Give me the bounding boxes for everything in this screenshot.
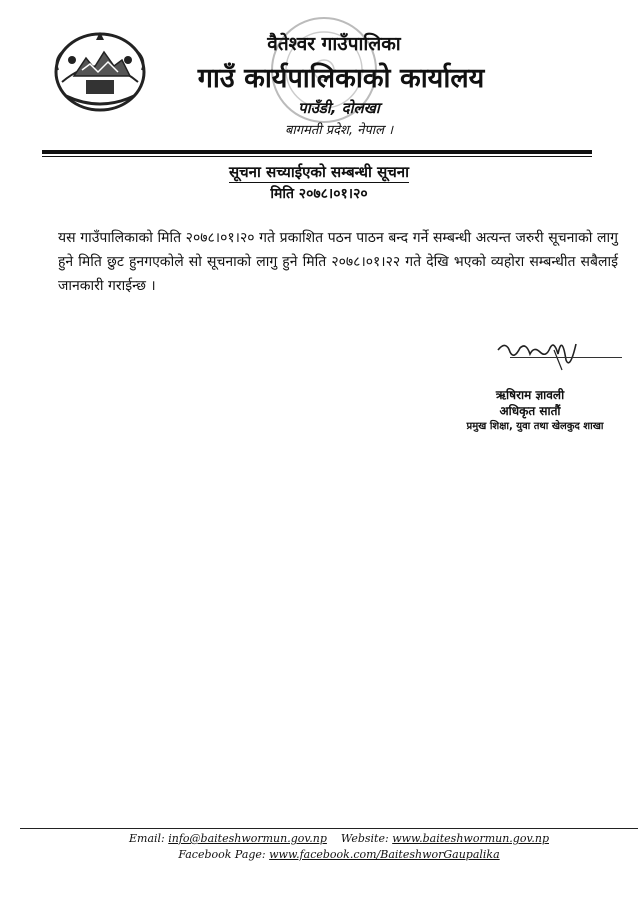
footer-facebook xyxy=(0,848,638,861)
signer-department: प्रमुख शिक्षा, युवा तथा खेलकुद शाखा xyxy=(466,421,604,432)
signer-title: अधिकृत सातौं xyxy=(499,404,561,418)
office-address: पाउँडी, दोलखा xyxy=(298,99,380,117)
footer-divider xyxy=(20,828,638,829)
email-link[interactable]: info@baiteshwormun.gov.np xyxy=(168,832,327,845)
notice-title-text: सूचना सच्याईएको सम्बन्धी सूचना xyxy=(229,163,409,181)
facebook-label: Facebook Page: xyxy=(178,848,266,861)
office-province: बागमती प्रदेश, नेपाल । xyxy=(284,123,394,138)
signature-icon xyxy=(492,330,582,374)
email-label: Email: xyxy=(128,832,165,845)
facebook-link[interactable]: www.facebook.com/BaiteshworGaupalika xyxy=(269,848,500,861)
office-name: गाउँ कार्यपालिकाको कार्यालय xyxy=(197,63,485,94)
header-divider-thin xyxy=(42,156,592,157)
website-link[interactable]: www.baiteshwormun.gov.np xyxy=(392,832,549,845)
municipality-name: वैतेश्वर गाउँपालिका xyxy=(267,33,401,55)
notice-body: यस गाउँपालिकाको मिति २०७८।०१।२० गते प्रकाशित पठन पाठन बन्द गर्ने सम्बन्धी अत्यन्त जरुरी सूचनाको लागु हुने मिति छुट हुनगएकोले सो सूचनाको लागु हुने मिति २०७८।०१।२२ गते देखि भएको व्यहोरा सम्बन्धीत सबैलाई जानकारी गराईन्छ । xyxy=(58,230,618,294)
notice-date: मिति २०७८।०१।२० xyxy=(270,186,368,202)
notice-title xyxy=(0,162,638,182)
website-label: Website: xyxy=(340,832,389,845)
signature-line xyxy=(510,357,622,358)
header-divider xyxy=(42,150,592,154)
footer-contact xyxy=(0,832,638,845)
signer-name: ऋषिराम ज्ञावली xyxy=(495,388,565,402)
